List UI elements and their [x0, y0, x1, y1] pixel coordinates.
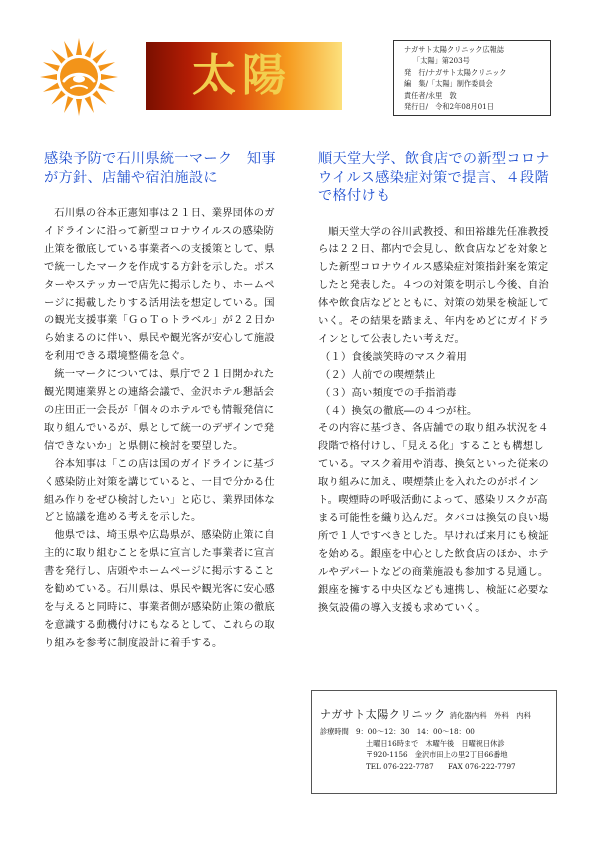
clinic-name: ナガサト太陽クリニック — [320, 708, 446, 721]
clinic-hours: 診療時間 9：00～12：30 14：00～18：00 — [320, 727, 475, 736]
newsletter-title-banner — [146, 42, 342, 110]
list-item: （３）高い頻度での手指消毒 — [320, 386, 457, 399]
article-headline — [318, 150, 550, 206]
article-headline — [44, 150, 276, 187]
headline-line: で格付けも — [318, 188, 391, 204]
headline-line: 感染予防で石川県統一マーク 知事 — [44, 151, 276, 167]
masthead-publisher: 発 行/ナガサト太陽クリニック — [404, 67, 507, 77]
banner-title: 太陽 — [192, 50, 292, 101]
clinic-closed-days: 土曜日16時まで 木曜午後 日曜祝日休診 — [366, 738, 505, 748]
masthead-box — [393, 40, 551, 116]
list-item: （４）換気の徹底―の４つが柱。 — [320, 404, 478, 417]
article-paragraph: 統一マークについては、県庁で２１日開かれた観光関連業界との連絡会議で、金沢ホテル懇話会の庄田正一会長が「個々のホテルでも情報発信に取り組んでいるが、県として統一のデザインで発信できないか」と県側に検討を要望した。 — [44, 368, 275, 452]
clinic-phone: TEL 076-222-7787 FAX 076-222-7797 — [366, 761, 516, 771]
article-body — [318, 224, 550, 618]
list-item: （２）人前での喫煙禁止 — [320, 368, 436, 381]
masthead-issue: 「太陽」第203号 — [413, 56, 470, 66]
clinic-info-box — [311, 690, 557, 794]
headline-line: 順天堂大学、飲食店での新型コロナ — [318, 151, 550, 167]
headline-line: が方針、店舗や宿泊施設に — [44, 169, 218, 186]
article-body — [44, 205, 276, 653]
masthead-editor: 編 集/「太陽」制作委員会 — [404, 79, 493, 89]
headline-line: ウイルス感染症対策で提言、４段階 — [318, 169, 549, 186]
sun-logo-icon — [38, 36, 120, 118]
article-juntendo — [318, 150, 550, 617]
clinic-address: 〒920-1156 金沢市田上の里2丁目66番地 — [366, 750, 508, 760]
article-ishikawa — [44, 150, 276, 653]
masthead-date: 発行日/ 令和2年08月01日 — [404, 102, 494, 112]
article-paragraph: その内容に基づき、各店舗での取り組み状況を４段階で格付けし、「見える化」することも構想している。マスク着用や消毒、換気といった従来の取り組みに加え、喫煙禁止を入れたのがポイント。喫煙時の呼吸活動によって、感染リスクが高まる可能性を織り込んだ。タバコは換気の良い場所で１人ですべきとした。早ければ来月にも検証を始める。銀座を中心とした飲食店のほか、ホテルやデパートなどの商業施設も参加する見通し。銀座を擁する中央区なども連携し、検証に必要な換気設備の導入支援も求めていく。 — [318, 422, 549, 614]
clinic-departments: 消化器内科 外科 内科 — [449, 711, 531, 720]
list-item: （１）食後談笑時のマスク着用 — [320, 350, 468, 363]
article-paragraph: 谷本知事は「この店は国のガイドラインに基づく感染防止対策を講じていると、一目で分かる仕組み作りをぜひ検討したい」と応じ、業界団体などと協議を進める考えを示した。 — [44, 457, 275, 524]
article-paragraph: 順天堂大学の谷川武教授、和田裕雄先任准教授らは２２日、都内で会見し、飲食店などを対象とした新型コロナウイルス感染症対策指針案を策定したと発表した。４つの対策を明示し今後、自治体や飲食店などとともに、対策の効果を検証していく。その結果を踏まえ、年内をめどにガイドラインとして公表したい考えだ。 — [318, 225, 550, 345]
article-paragraph: 石川県の谷本正憲知事は２１日、業界団体のガイドラインに沿って新型コロナウイルスの感染防止策を徹底している事業者への支援策として、県で統一したマークを作成する方針を示した。ポスターやステッカーで店先に掲示したり、ホームページに掲載したりする活用法を想定している。国の観光支援事業「ＧｏＴｏトラベル」が２２日から始まるのに伴い、県民や観光客が安心して施設を利用できる環境整備を急ぐ。 — [44, 207, 275, 363]
masthead-publication: ナガサト太陽クリニック広報誌 — [404, 45, 505, 54]
masthead-responsible: 責任者/永里 敦 — [404, 90, 457, 100]
article-paragraph: 他県では、埼玉県や広島県が、感染防止策に自主的に取り組むことを県に宣言した事業者に宣言書を発行し、店頭やホームページに掲示することを勧めている。石川県は、県民や観光客に安心感を与えると同時に、事業者側が感染防止策の徹底を意識する動機付けにもなるとして、これらの取り組みを参考に制度設計に着手する。 — [44, 529, 275, 649]
